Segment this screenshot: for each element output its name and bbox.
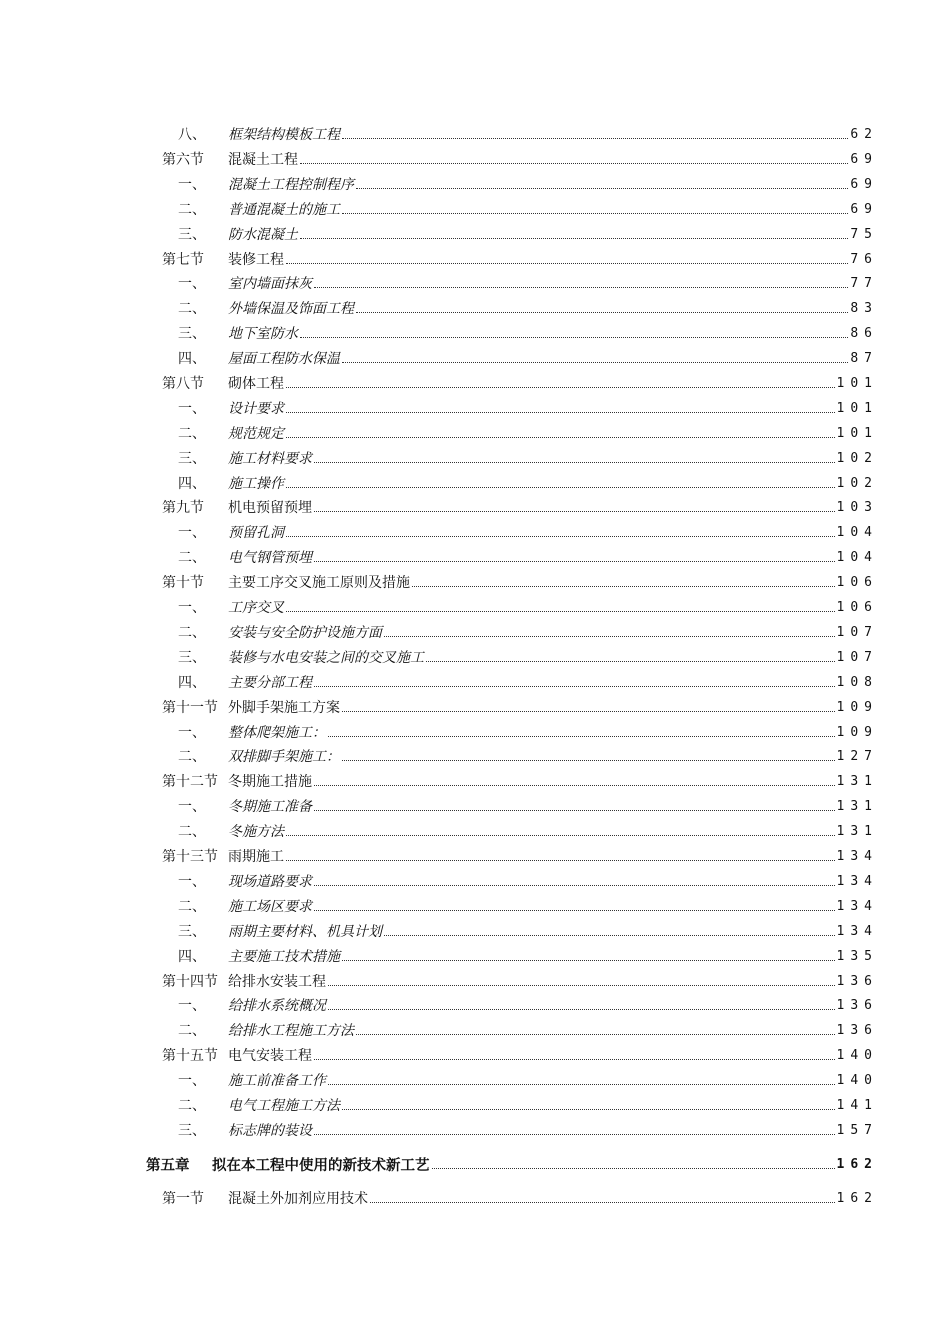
toc-entry-number: 第十节 <box>162 575 204 591</box>
toc-entry[interactable] <box>178 224 878 244</box>
toc-entry[interactable] <box>178 423 878 443</box>
toc-entry-number: 第一节 <box>162 1191 204 1207</box>
dot-leader <box>314 511 835 512</box>
toc-entry-title: 标志牌的装设 <box>228 1123 312 1139</box>
toc-entry-page-number: 106 <box>836 574 878 590</box>
toc-entry-page-number: 157 <box>836 1122 878 1138</box>
toc-entry-title: 主要施工技术措施 <box>228 949 340 965</box>
toc-entry-page-number: 69 <box>850 151 878 167</box>
toc-entry-title: 外墙保温及饰面工程 <box>228 301 354 317</box>
toc-entry-page-number: 106 <box>836 599 878 615</box>
toc-entry[interactable] <box>178 473 878 493</box>
toc-entry-number: 一、 <box>178 874 206 890</box>
toc-entry[interactable] <box>162 1045 878 1065</box>
toc-entry-number: 第七节 <box>162 252 204 268</box>
toc-entry-number: 二、 <box>178 625 206 641</box>
dot-leader <box>426 661 835 662</box>
toc-entry-page-number: 136 <box>836 997 878 1013</box>
toc-entry-number: 一、 <box>178 725 206 741</box>
toc-entry[interactable] <box>178 398 878 418</box>
toc-entry-title: 双排脚手架施工： <box>228 749 340 765</box>
toc-entry-title: 防水混凝土 <box>228 227 298 243</box>
dot-leader <box>286 387 835 388</box>
toc-entry-title: 工序交叉 <box>228 600 284 616</box>
toc-entry-page-number: 162 <box>836 1190 878 1206</box>
toc-entry-number: 二、 <box>178 301 206 317</box>
toc-entry-page-number: 87 <box>850 350 878 366</box>
dot-leader <box>286 536 835 537</box>
toc-entry-title: 屋面工程防水保温 <box>228 351 340 367</box>
toc-entry-page-number: 131 <box>836 773 878 789</box>
toc-entry-title: 装修与水电安装之间的交叉施工 <box>228 650 424 666</box>
toc-entry[interactable] <box>162 249 878 269</box>
toc-entry-number: 四、 <box>178 675 206 691</box>
toc-entry[interactable] <box>178 124 878 144</box>
toc-entry[interactable] <box>178 448 878 468</box>
toc-entry-title: 装修工程 <box>228 252 284 268</box>
toc-entry-page-number: 136 <box>836 1022 878 1038</box>
toc-entry-number: 第六节 <box>162 152 204 168</box>
toc-entry[interactable] <box>162 149 878 169</box>
toc-entry-page-number: 77 <box>850 275 878 291</box>
toc-entry-page-number: 140 <box>836 1047 878 1063</box>
toc-entry-page-number: 101 <box>836 425 878 441</box>
toc-entry-number: 第十五节 <box>162 1048 218 1064</box>
toc-entry-title: 雨期施工 <box>228 849 284 865</box>
toc-entry-page-number: 101 <box>836 375 878 391</box>
toc-entry-number: 第十三节 <box>162 849 218 865</box>
toc-entry-title: 主要工序交叉施工原则及措施 <box>228 575 410 591</box>
toc-entry-page-number: 141 <box>836 1097 878 1113</box>
dot-leader <box>356 188 848 189</box>
toc-entry-title: 电气钢管预埋 <box>228 550 312 566</box>
toc-entry-number: 三、 <box>178 924 206 940</box>
toc-entry-title: 冬施方法 <box>228 824 284 840</box>
toc-entry-page-number: 62 <box>850 126 878 142</box>
toc-entry[interactable] <box>146 1154 878 1174</box>
toc-entry[interactable] <box>178 921 878 941</box>
dot-leader <box>314 810 835 811</box>
toc-entry[interactable] <box>178 323 878 343</box>
toc-entry[interactable] <box>162 697 878 717</box>
toc-entry-number: 第十四节 <box>162 974 218 990</box>
dot-leader <box>286 835 835 836</box>
toc-entry-number: 二、 <box>178 1023 206 1039</box>
dot-leader <box>328 736 835 737</box>
toc-entry[interactable] <box>178 1020 878 1040</box>
dot-leader <box>300 238 848 239</box>
toc-entry[interactable] <box>178 896 878 916</box>
toc-entry-title: 电气工程施工方法 <box>228 1098 340 1114</box>
toc-entry-page-number: 109 <box>836 699 878 715</box>
toc-entry-page-number: 140 <box>836 1072 878 1088</box>
toc-entry[interactable] <box>178 821 878 841</box>
toc-entry-number: 四、 <box>178 476 206 492</box>
toc-entry-page-number: 131 <box>836 823 878 839</box>
toc-entry-title: 普通混凝土的施工 <box>228 202 340 218</box>
toc-entry-page-number: 104 <box>836 549 878 565</box>
dot-leader <box>314 910 835 911</box>
toc-entry-number: 三、 <box>178 1123 206 1139</box>
toc-entry[interactable] <box>162 971 878 991</box>
dot-leader <box>328 1009 835 1010</box>
toc-entry-title: 施工场区要求 <box>228 899 312 915</box>
toc-entry[interactable] <box>162 373 878 393</box>
toc-entry-page-number: 76 <box>850 251 878 267</box>
dot-leader <box>314 462 835 463</box>
toc-entry[interactable] <box>178 1095 878 1115</box>
toc-entry-page-number: 75 <box>850 226 878 242</box>
toc-entry-number: 二、 <box>178 749 206 765</box>
toc-entry-title: 混凝土工程 <box>228 152 298 168</box>
dot-leader <box>314 1059 835 1060</box>
toc-entry-number: 三、 <box>178 326 206 342</box>
dot-leader <box>314 885 835 886</box>
toc-entry-number: 一、 <box>178 998 206 1014</box>
toc-entry-page-number: 131 <box>836 798 878 814</box>
toc-entry-title: 现场道路要求 <box>228 874 312 890</box>
dot-leader <box>300 337 848 338</box>
toc-entry[interactable] <box>178 1070 878 1090</box>
toc-entry[interactable] <box>178 1120 878 1140</box>
toc-entry-title: 主要分部工程 <box>228 675 312 691</box>
toc-entry[interactable] <box>178 946 878 966</box>
toc-entry-page-number: 101 <box>836 400 878 416</box>
toc-entry-page-number: 104 <box>836 524 878 540</box>
dot-leader <box>370 1202 835 1203</box>
toc-entry[interactable] <box>178 174 878 194</box>
toc-entry-page-number: 108 <box>836 674 878 690</box>
toc-entry-title: 规范规定 <box>228 426 284 442</box>
toc-entry-number: 一、 <box>178 600 206 616</box>
dot-leader <box>314 561 835 562</box>
toc-entry-number: 一、 <box>178 401 206 417</box>
toc-entry-page-number: 162 <box>836 1156 878 1172</box>
toc-entry-number: 二、 <box>178 1098 206 1114</box>
toc-entry-page-number: 103 <box>836 499 878 515</box>
toc-entry-page-number: 127 <box>836 748 878 764</box>
toc-entry-page-number: 134 <box>836 923 878 939</box>
toc-entry-number: 一、 <box>178 1073 206 1089</box>
toc-entry-title: 冬期施工措施 <box>228 774 312 790</box>
dot-leader <box>314 287 848 288</box>
toc-entry-title: 雨期主要材料、机具计划 <box>228 924 382 940</box>
toc-entry[interactable] <box>178 522 878 542</box>
toc-entry-number: 三、 <box>178 227 206 243</box>
toc-entry-page-number: 107 <box>836 649 878 665</box>
toc-entry-page-number: 135 <box>836 948 878 964</box>
dot-leader <box>412 586 835 587</box>
toc-entry-title: 混凝土外加剂应用技术 <box>228 1191 368 1207</box>
toc-entry-page-number: 109 <box>836 724 878 740</box>
toc-entry[interactable] <box>162 572 878 592</box>
toc-entry-number: 第十二节 <box>162 774 218 790</box>
toc-entry-number: 八、 <box>178 127 206 143</box>
toc-entry[interactable] <box>178 547 878 567</box>
toc-entry-title: 施工操作 <box>228 476 284 492</box>
dot-leader <box>342 138 848 139</box>
toc-entry-number: 二、 <box>178 550 206 566</box>
dot-leader <box>314 686 835 687</box>
dot-leader <box>342 711 835 712</box>
toc-entry-title: 框架结构模板工程 <box>228 127 340 143</box>
toc-entry-title: 电气安装工程 <box>228 1048 312 1064</box>
toc-entry-number: 二、 <box>178 426 206 442</box>
toc-entry-number: 一、 <box>178 525 206 541</box>
dot-leader <box>286 860 835 861</box>
toc-entry[interactable] <box>178 722 878 742</box>
toc-entry-title: 拟在本工程中使用的新技术新工艺 <box>212 1157 430 1174</box>
toc-entry-title: 冬期施工准备 <box>228 799 312 815</box>
toc-entry[interactable] <box>178 348 878 368</box>
toc-entry-page-number: 134 <box>836 898 878 914</box>
toc-entry[interactable] <box>178 298 878 318</box>
dot-leader <box>342 760 835 761</box>
toc-entry[interactable] <box>162 497 878 517</box>
toc-entry-number: 第八节 <box>162 376 204 392</box>
toc-entry-number: 第五章 <box>146 1157 190 1174</box>
dot-leader <box>286 487 835 488</box>
toc-entry-number: 一、 <box>178 276 206 292</box>
toc-entry[interactable] <box>178 672 878 692</box>
dot-leader <box>286 611 835 612</box>
dot-leader <box>356 312 848 313</box>
toc-entry-title: 安装与安全防护设施方面 <box>228 625 382 641</box>
dot-leader <box>328 985 835 986</box>
toc-entry-number: 二、 <box>178 899 206 915</box>
dot-leader <box>342 362 848 363</box>
toc-entry[interactable] <box>178 647 878 667</box>
toc-entry-number: 一、 <box>178 799 206 815</box>
toc-entry-title: 室内墙面抹灰 <box>228 276 312 292</box>
toc-entry-number: 第九节 <box>162 500 204 516</box>
dot-leader <box>314 785 835 786</box>
toc-entry[interactable] <box>178 871 878 891</box>
dot-leader <box>286 263 848 264</box>
toc-entry-title: 机电预留预埋 <box>228 500 312 516</box>
toc-entry-page-number: 136 <box>836 973 878 989</box>
toc-entry-page-number: 107 <box>836 624 878 640</box>
toc-entry-number: 三、 <box>178 650 206 666</box>
dot-leader <box>300 163 848 164</box>
toc-entry-title: 给排水安装工程 <box>228 974 326 990</box>
toc-entry[interactable] <box>162 1188 878 1208</box>
dot-leader <box>384 935 835 936</box>
toc-entry-title: 给排水系统概况 <box>228 998 326 1014</box>
toc-entry[interactable] <box>178 796 878 816</box>
toc-entry-title: 施工前准备工作 <box>228 1073 326 1089</box>
toc-entry-page-number: 134 <box>836 848 878 864</box>
toc-entry[interactable] <box>162 846 878 866</box>
toc-entry-page-number: 69 <box>850 201 878 217</box>
toc-entry[interactable] <box>178 597 878 617</box>
toc-entry-page-number: 102 <box>836 475 878 491</box>
toc-entry-title: 砌体工程 <box>228 376 284 392</box>
toc-entry-number: 二、 <box>178 824 206 840</box>
toc-entry-title: 设计要求 <box>228 401 284 417</box>
dot-leader <box>356 1034 835 1035</box>
dot-leader <box>384 636 835 637</box>
dot-leader <box>286 412 835 413</box>
toc-entry-page-number: 134 <box>836 873 878 889</box>
toc-entry-number: 三、 <box>178 451 206 467</box>
toc-entry-title: 外脚手架施工方案 <box>228 700 340 716</box>
dot-leader <box>286 437 835 438</box>
toc-entry-title: 整体爬架施工： <box>228 725 326 741</box>
toc-entry-page-number: 86 <box>850 325 878 341</box>
toc-entry-title: 施工材料要求 <box>228 451 312 467</box>
toc-entry-page-number: 83 <box>850 300 878 316</box>
toc-entry[interactable] <box>178 622 878 642</box>
toc-entry-title: 混凝土工程控制程序 <box>228 177 354 193</box>
dot-leader <box>342 1109 835 1110</box>
toc-entry-page-number: 69 <box>850 176 878 192</box>
toc-entry-title: 给排水工程施工方法 <box>228 1023 354 1039</box>
toc-entry[interactable] <box>162 771 878 791</box>
toc-entry-title: 预留孔洞 <box>228 525 284 541</box>
toc-entry-number: 第十一节 <box>162 700 218 716</box>
dot-leader <box>342 960 835 961</box>
toc-entry-number: 一、 <box>178 177 206 193</box>
toc-entry-number: 二、 <box>178 202 206 218</box>
toc-entry[interactable] <box>178 995 878 1015</box>
dot-leader <box>314 1134 835 1135</box>
dot-leader <box>432 1168 835 1169</box>
toc-entry[interactable] <box>178 273 878 293</box>
toc-entry[interactable] <box>178 199 878 219</box>
toc-entry-number: 四、 <box>178 351 206 367</box>
dot-leader <box>342 213 848 214</box>
toc-entry-title: 地下室防水 <box>228 326 298 342</box>
dot-leader <box>328 1084 835 1085</box>
toc-entry-page-number: 102 <box>836 450 878 466</box>
toc-entry-number: 四、 <box>178 949 206 965</box>
toc-entry[interactable] <box>178 746 878 766</box>
